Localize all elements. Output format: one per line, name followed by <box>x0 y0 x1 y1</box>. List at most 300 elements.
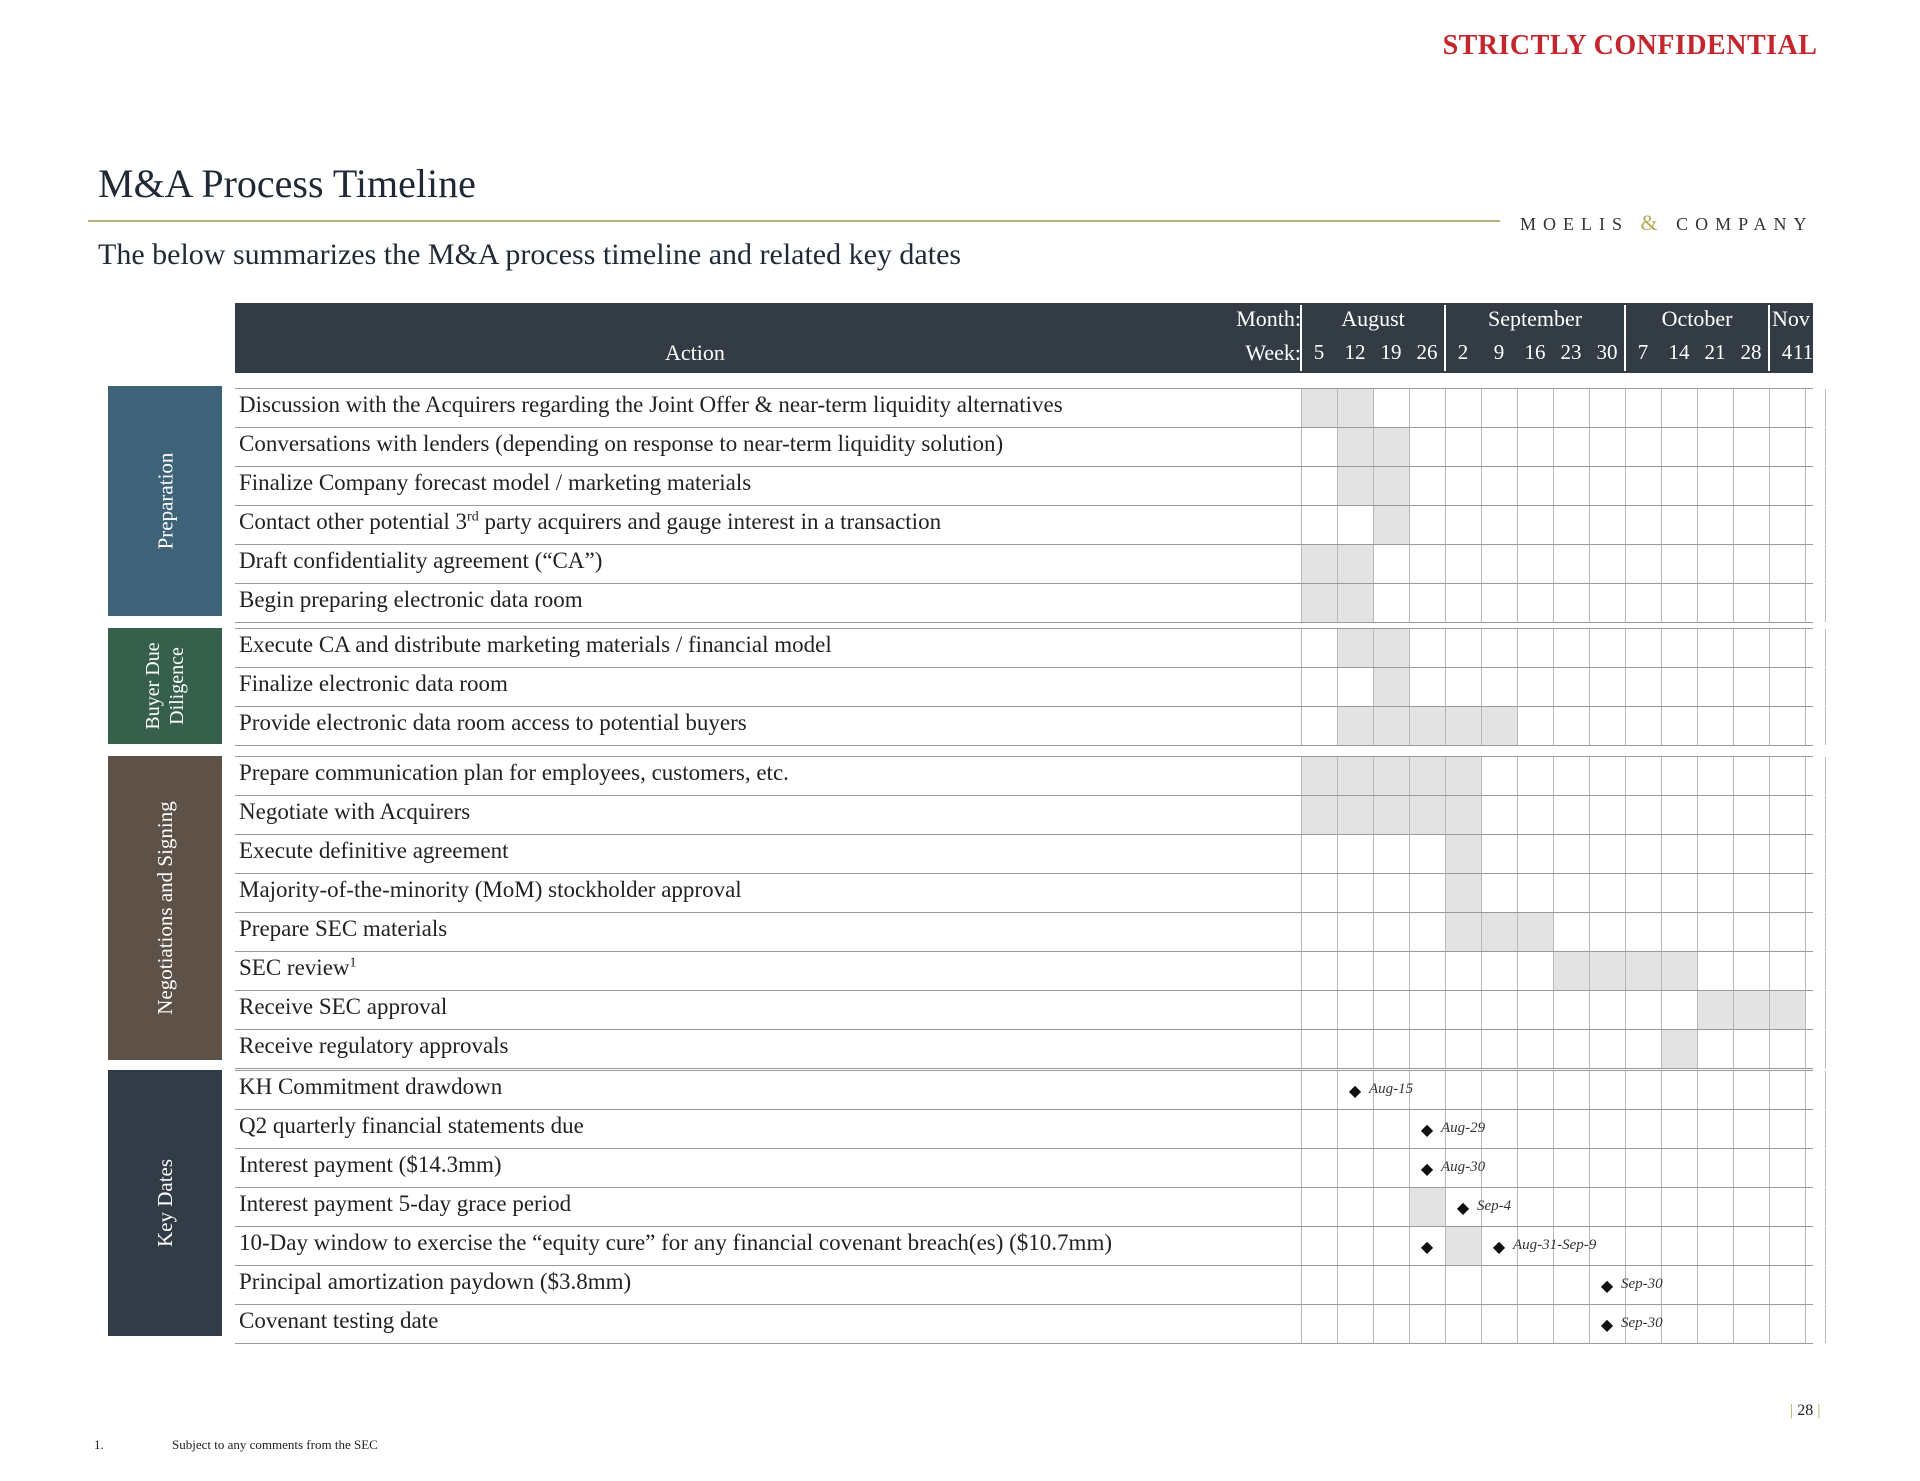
page-number: | 28 | <box>1790 1402 1821 1419</box>
week-cell <box>1337 629 1373 667</box>
week-cell <box>1625 668 1661 706</box>
row-label <box>239 1269 631 1295</box>
week-cell <box>1805 629 1826 667</box>
row-label-text: SEC review <box>239 955 350 980</box>
week-cell <box>1769 545 1805 583</box>
timeline-row <box>235 388 1813 428</box>
week-cell <box>1625 428 1661 466</box>
week-cell <box>1625 1188 1661 1226</box>
week-cell <box>1733 952 1769 990</box>
week-cell <box>1373 584 1409 622</box>
timeline-row <box>235 990 1813 1030</box>
row-label-text: Majority-of-the-minority (MoM) stockholder approval <box>239 877 742 902</box>
week-cell <box>1445 913 1481 951</box>
week-cell <box>1805 506 1826 544</box>
week-cell <box>1697 1305 1733 1343</box>
week-cell <box>1301 1110 1337 1148</box>
week-cell <box>1409 913 1445 951</box>
week-cell <box>1589 991 1625 1029</box>
key-date-label: Aug-15 <box>1369 1081 1414 1097</box>
week-cell <box>1553 874 1589 912</box>
week-cell <box>1589 1110 1625 1148</box>
timeline-row <box>235 544 1813 584</box>
week-cell <box>1769 835 1805 873</box>
week-cell <box>1337 757 1373 795</box>
week-cell <box>1661 1266 1697 1304</box>
week-cell <box>1373 629 1409 667</box>
week-cell <box>1733 467 1769 505</box>
week-cell <box>1697 545 1733 583</box>
week-cell <box>1481 913 1517 951</box>
week-cell <box>1301 1071 1337 1109</box>
row-label <box>239 1152 502 1178</box>
week-cell <box>1733 545 1769 583</box>
week-cell <box>1733 1266 1769 1304</box>
week-cell <box>1589 668 1625 706</box>
week-cell <box>1661 389 1697 427</box>
week-cell <box>1373 428 1409 466</box>
row-label <box>239 955 357 981</box>
row-label <box>239 1074 502 1100</box>
week-cell <box>1625 1071 1661 1109</box>
week-cell <box>1301 1305 1337 1343</box>
week-cell <box>1805 389 1826 427</box>
row-label-text: Execute definitive agreement <box>239 838 509 863</box>
week-cell <box>1553 506 1589 544</box>
week-cell <box>1733 1227 1769 1265</box>
week-cell <box>1301 389 1337 427</box>
week-cell <box>1553 545 1589 583</box>
timeline-grid-buyer-due-diligence <box>235 628 1813 745</box>
week-cell <box>1733 707 1769 745</box>
week-cell <box>1589 545 1625 583</box>
week-cell <box>1445 629 1481 667</box>
week-cell <box>1553 1071 1589 1109</box>
week-cell <box>1409 874 1445 912</box>
week-cell <box>1733 1071 1769 1109</box>
week-cell <box>1661 874 1697 912</box>
timeline-row <box>235 1148 1813 1188</box>
timeline-row <box>235 706 1813 746</box>
key-date-label: Aug-30 <box>1441 1159 1486 1175</box>
row-label <box>239 1308 438 1334</box>
week-cell <box>1697 467 1733 505</box>
week-cell <box>1373 1305 1409 1343</box>
week-cell <box>1337 1188 1373 1226</box>
week-cell <box>1661 1110 1697 1148</box>
week-cell <box>1625 584 1661 622</box>
week-cell <box>1661 991 1697 1029</box>
row-label-text: Prepare SEC materials <box>239 916 448 941</box>
week-oct-28: 28 <box>1740 340 1762 364</box>
week-cell <box>1337 952 1373 990</box>
week-cell <box>1589 796 1625 834</box>
row-label <box>239 760 789 786</box>
key-date-label: Aug-31-Sep-9 <box>1513 1237 1597 1253</box>
week-cell <box>1373 796 1409 834</box>
timeline-header <box>235 303 1813 373</box>
week-cell <box>1553 1188 1589 1226</box>
week-cell <box>1661 1071 1697 1109</box>
week-cell <box>1445 707 1481 745</box>
row-label-text: Conversations with lenders (depending on response to near-term liquidity solution) <box>239 431 1004 456</box>
timeline-row <box>235 628 1813 668</box>
week-cell <box>1733 1305 1769 1343</box>
week-cell <box>1481 1266 1517 1304</box>
week-cell <box>1625 545 1661 583</box>
week-cell <box>1697 757 1733 795</box>
section-label-key-dates <box>108 1070 222 1336</box>
month-august: August <box>1341 306 1405 331</box>
week-cell <box>1373 1266 1409 1304</box>
week-cell <box>1625 1149 1661 1187</box>
week-cell <box>1409 1071 1445 1109</box>
week-cell <box>1733 668 1769 706</box>
week-cell <box>1697 874 1733 912</box>
week-label: Week: <box>1245 340 1301 365</box>
week-cell <box>1625 1227 1661 1265</box>
timeline-row <box>235 756 1813 796</box>
row-label-text: Receive SEC approval <box>239 994 448 1019</box>
week-cell <box>1481 506 1517 544</box>
week-cell <box>1733 991 1769 1029</box>
week-cell <box>1733 835 1769 873</box>
week-cell <box>1301 506 1337 544</box>
week-cell <box>1409 389 1445 427</box>
row-label-text: Contact other potential 3 <box>239 509 468 534</box>
week-cell <box>1445 796 1481 834</box>
week-cell <box>1697 389 1733 427</box>
week-cell <box>1409 506 1445 544</box>
week-cell <box>1301 584 1337 622</box>
week-cell <box>1373 1110 1409 1148</box>
row-label <box>239 838 508 864</box>
week-cell <box>1733 1188 1769 1226</box>
week-cell <box>1337 1110 1373 1148</box>
week-cell <box>1697 629 1733 667</box>
week-cell <box>1517 835 1553 873</box>
week-cell <box>1733 584 1769 622</box>
week-cell <box>1697 913 1733 951</box>
footnote-number: 1. <box>94 1437 104 1452</box>
week-cell <box>1337 991 1373 1029</box>
week-cell <box>1661 757 1697 795</box>
week-cell <box>1697 428 1733 466</box>
week-cell <box>1661 1188 1697 1226</box>
timeline-row <box>235 1109 1813 1149</box>
week-cell <box>1553 389 1589 427</box>
week-cell <box>1733 874 1769 912</box>
week-cell <box>1733 913 1769 951</box>
week-cell <box>1661 913 1697 951</box>
week-cell <box>1517 796 1553 834</box>
week-cell <box>1373 1227 1409 1265</box>
week-cell <box>1769 1110 1805 1148</box>
row-label-text: Covenant testing date <box>239 1308 439 1333</box>
week-cell <box>1769 913 1805 951</box>
timeline-row <box>235 951 1813 991</box>
week-cell <box>1481 835 1517 873</box>
week-cell <box>1337 506 1373 544</box>
week-cell <box>1589 389 1625 427</box>
week-cell <box>1373 913 1409 951</box>
week-cell <box>1445 757 1481 795</box>
week-cell <box>1517 629 1553 667</box>
week-cell <box>1697 1030 1733 1068</box>
week-cell <box>1301 428 1337 466</box>
week-cell <box>1805 1266 1826 1304</box>
week-cell <box>1553 1305 1589 1343</box>
week-cell <box>1301 1188 1337 1226</box>
row-label <box>239 1191 571 1217</box>
row-label <box>239 1230 1112 1256</box>
week-cell <box>1589 707 1625 745</box>
timeline-row <box>235 1070 1813 1110</box>
week-cell <box>1805 1227 1826 1265</box>
week-cell <box>1805 545 1826 583</box>
timeline-row <box>235 795 1813 835</box>
week-cell <box>1589 428 1625 466</box>
week-cell <box>1553 991 1589 1029</box>
week-cell <box>1517 1149 1553 1187</box>
week-cell <box>1373 707 1409 745</box>
week-cell <box>1517 467 1553 505</box>
week-cell <box>1409 467 1445 505</box>
week-nov-11: 11 <box>1793 340 1814 364</box>
row-label-text: Provide electronic data room access to potential buyers <box>239 710 747 735</box>
week-cell <box>1733 389 1769 427</box>
row-label <box>239 509 941 535</box>
week-cell <box>1733 1030 1769 1068</box>
week-cell <box>1805 584 1826 622</box>
month-label: Month: <box>1236 306 1301 331</box>
week-cell <box>1625 835 1661 873</box>
week-cell <box>1697 1188 1733 1226</box>
week-cell <box>1517 707 1553 745</box>
timeline-row <box>235 1187 1813 1227</box>
week-cell <box>1409 545 1445 583</box>
week-cell <box>1373 389 1409 427</box>
week-oct-7: 7 <box>1637 340 1649 364</box>
week-cell <box>1373 991 1409 1029</box>
week-cell <box>1805 1071 1826 1109</box>
week-cell <box>1769 757 1805 795</box>
week-cell <box>1697 1149 1733 1187</box>
week-cell <box>1445 1305 1481 1343</box>
week-cell <box>1553 913 1589 951</box>
week-cell <box>1517 1188 1553 1226</box>
week-cell <box>1769 952 1805 990</box>
week-cell <box>1301 545 1337 583</box>
row-label-text: Interest payment ($14.3mm) <box>239 1152 502 1177</box>
week-cell <box>1697 835 1733 873</box>
week-cell <box>1445 467 1481 505</box>
week-cell <box>1733 1149 1769 1187</box>
week-cell <box>1661 1149 1697 1187</box>
week-cell <box>1373 668 1409 706</box>
month-nov: Nov <box>1772 306 1810 331</box>
week-cell <box>1661 629 1697 667</box>
week-cell <box>1589 629 1625 667</box>
week-cell <box>1373 1188 1409 1226</box>
week-cell <box>1661 467 1697 505</box>
week-cell <box>1805 757 1826 795</box>
row-label <box>239 671 508 697</box>
week-cell <box>1805 796 1826 834</box>
week-cell <box>1517 757 1553 795</box>
week-cell <box>1409 796 1445 834</box>
row-label-text: Prepare communication plan for employees, customers, etc. <box>239 760 789 785</box>
week-cell <box>1445 389 1481 427</box>
week-cell <box>1553 835 1589 873</box>
row-label <box>239 877 742 903</box>
week-cell <box>1697 1071 1733 1109</box>
brand-amp: & <box>1640 210 1665 235</box>
row-label-text: Begin preparing electronic data room <box>239 587 583 612</box>
timeline-row <box>235 583 1813 623</box>
week-cell <box>1301 796 1337 834</box>
week-cell <box>1301 1266 1337 1304</box>
week-cell <box>1733 796 1769 834</box>
week-cell <box>1769 796 1805 834</box>
diamond-icon: ◆ <box>1348 1083 1362 1100</box>
page-number-value: 28 <box>1797 1402 1814 1419</box>
diamond-icon: ◆ <box>1492 1239 1506 1256</box>
week-cell <box>1301 668 1337 706</box>
week-cell <box>1625 796 1661 834</box>
week-cell <box>1805 952 1826 990</box>
week-cell <box>1337 1030 1373 1068</box>
week-cell <box>1481 584 1517 622</box>
week-cell <box>1805 428 1826 466</box>
week-cell <box>1769 668 1805 706</box>
week-cell <box>1769 707 1805 745</box>
brand-left: MOELIS <box>1520 214 1629 234</box>
week-cell <box>1337 428 1373 466</box>
week-cell <box>1697 707 1733 745</box>
week-cell <box>1445 1030 1481 1068</box>
week-cell <box>1625 952 1661 990</box>
week-cell <box>1517 584 1553 622</box>
row-label-text: party acquirers and gauge interest in a transaction <box>478 509 942 534</box>
diamond-icon: ◆ <box>1420 1239 1434 1256</box>
week-cell <box>1625 707 1661 745</box>
week-cell <box>1805 913 1826 951</box>
week-cell <box>1445 991 1481 1029</box>
week-cell <box>1337 1227 1373 1265</box>
week-cell <box>1301 952 1337 990</box>
week-cell <box>1805 1110 1826 1148</box>
week-cell <box>1481 952 1517 990</box>
week-cell <box>1733 428 1769 466</box>
week-cell <box>1589 757 1625 795</box>
timeline-row <box>235 466 1813 506</box>
week-cell <box>1805 1188 1826 1226</box>
week-cell <box>1373 506 1409 544</box>
week-cell <box>1409 1305 1445 1343</box>
row-label-text: KH Commitment drawdown <box>239 1074 503 1099</box>
week-cell <box>1445 1071 1481 1109</box>
week-cell <box>1337 584 1373 622</box>
month-october: October <box>1661 306 1733 331</box>
row-label-text: Interest payment 5-day grace period <box>239 1191 572 1216</box>
week-cell <box>1661 707 1697 745</box>
week-cell <box>1625 629 1661 667</box>
week-cell <box>1769 1149 1805 1187</box>
section-title: Preparation <box>152 452 177 550</box>
week-cell <box>1481 428 1517 466</box>
week-cell <box>1589 1188 1625 1226</box>
week-cell <box>1445 835 1481 873</box>
row-label <box>239 1033 509 1059</box>
week-cell <box>1769 1305 1805 1343</box>
week-cell <box>1481 991 1517 1029</box>
superscript: rd <box>467 509 479 525</box>
week-cell <box>1769 1030 1805 1068</box>
week-cell <box>1409 428 1445 466</box>
week-cell <box>1337 545 1373 583</box>
key-date-label: Sep-30 <box>1621 1315 1663 1331</box>
week-cell <box>1697 584 1733 622</box>
week-cell <box>1661 796 1697 834</box>
week-cell <box>1301 757 1337 795</box>
week-cell <box>1301 629 1337 667</box>
week-cell <box>1553 668 1589 706</box>
week-cell <box>1409 584 1445 622</box>
week-cell <box>1553 1266 1589 1304</box>
week-cell <box>1661 1030 1697 1068</box>
week-sep-23: 23 <box>1560 340 1582 364</box>
week-cell <box>1625 389 1661 427</box>
week-cell <box>1553 428 1589 466</box>
week-cell <box>1697 796 1733 834</box>
week-cell <box>1769 629 1805 667</box>
week-cell <box>1805 707 1826 745</box>
week-cell <box>1805 668 1826 706</box>
section-label-buyer-due-diligence <box>108 628 222 744</box>
brand-right: COMPANY <box>1676 214 1814 234</box>
week-cell <box>1481 1149 1517 1187</box>
confidential-banner: STRICTLY CONFIDENTIAL <box>1442 30 1818 61</box>
week-cell <box>1625 506 1661 544</box>
week-cell <box>1517 1030 1553 1068</box>
row-label-text: Finalize electronic data room <box>239 671 508 696</box>
week-sep-2: 2 <box>1457 340 1469 364</box>
week-cell <box>1409 757 1445 795</box>
title-divider <box>88 220 1500 222</box>
week-cell <box>1661 835 1697 873</box>
week-cell <box>1301 467 1337 505</box>
week-cell <box>1301 707 1337 745</box>
week-cell <box>1337 1266 1373 1304</box>
week-cell <box>1337 835 1373 873</box>
week-cell <box>1733 1110 1769 1148</box>
week-cell <box>1517 1071 1553 1109</box>
week-cell <box>1481 796 1517 834</box>
week-cell <box>1445 668 1481 706</box>
week-cell <box>1301 913 1337 951</box>
week-cell <box>1517 1110 1553 1148</box>
week-cell <box>1733 506 1769 544</box>
row-label-text: Discussion with the Acquirers regarding the Joint Offer & near-term liquidity alternatives <box>239 392 1063 417</box>
section-title: Buyer Due Diligence <box>142 642 188 730</box>
week-cell <box>1481 1071 1517 1109</box>
row-label <box>239 994 447 1020</box>
week-cell <box>1517 991 1553 1029</box>
week-cell <box>1409 629 1445 667</box>
week-cell <box>1769 1266 1805 1304</box>
week-cell <box>1805 991 1826 1029</box>
